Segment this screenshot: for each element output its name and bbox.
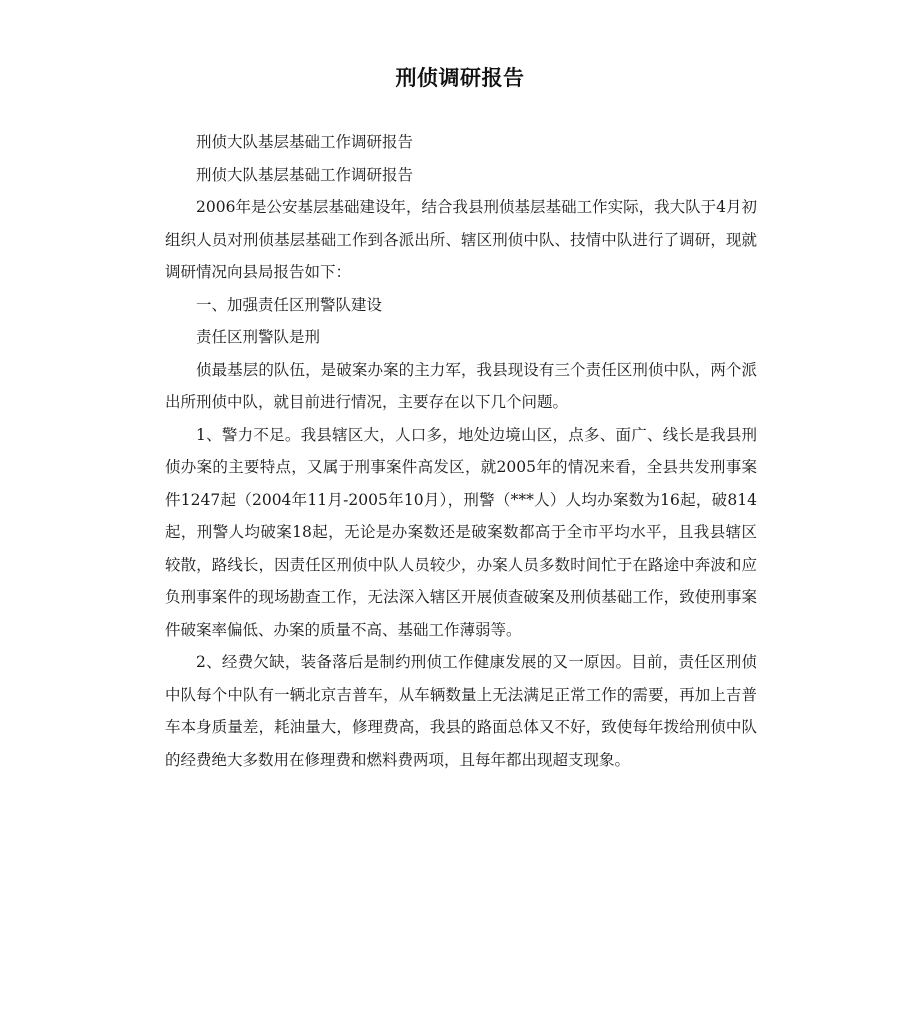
paragraph: 1、警力不足。我县辖区大，人口多，地处边境山区，点多、面广、线长是我县刑侦办案的主要特点，又属于刑事案件高发区，就2005年的情况来看，全县共发刑事案件1247起（2004年11月-2005年10月），刑警（***人）人均办案数为16起，破814起，刑警人均破案18起，无论是办案数还是破案数都高于全市平均水平，且我县辖区较散，路线长，因责任区刑侦中队人员较少，办案人员多数时间忙于在路途中奔波和应负刑事案件的现场勘查工作，无法深入辖区开展侦查破案及刑侦基础工作，致使刑事案件破案率偏低、办案的质量不高、基础工作薄弱等。	[165, 425, 757, 639]
paragraph: 侦最基层的队伍，是破案办案的主力军，我县现设有三个责任区刑侦中队，两个派出所刑侦中队，就目前进行情况，主要存在以下几个问题。	[165, 360, 757, 411]
document-body	[165, 126, 757, 776]
document-title: 刑侦调研报告	[395, 66, 525, 90]
paragraph: 刑侦大队基层基础工作调研报告	[196, 133, 414, 151]
paragraph: 2006年是公安基层基础建设年，结合我县刑侦基层基础工作实际，我大队于4月初组织人员对刑侦基层基础工作到各派出所、辖区刑侦中队、技情中队进行了调研，现就调研情况向县局报告如下：	[165, 198, 757, 281]
paragraph: 责任区刑警队是刑	[196, 328, 321, 346]
paragraph: 刑侦大队基层基础工作调研报告	[196, 165, 414, 184]
section-heading: 一、加强责任区刑警队建设	[196, 295, 383, 314]
paragraph: 2、经费欠缺，装备落后是制约刑侦工作健康发展的又一原因。目前，责任区刑侦中队每个中队有一辆北京吉普车，从车辆数量上无法满足正常工作的需要，再加上吉普车本身质量差，耗油量大，修理费高，我县的路面总体又不好，致使每年拨给刑侦中队的经费绝大多数用在修理费和燃料费两项，且每年都出现超支现象。	[165, 653, 757, 769]
